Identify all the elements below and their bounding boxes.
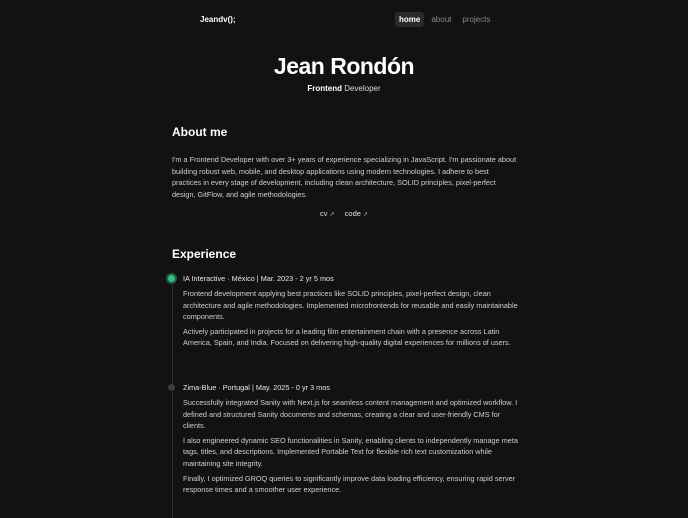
- hero-role-rest: Developer: [341, 84, 381, 93]
- job-paragraph: Actively participated in projects for a leading film entertainment chain with a presence across Latin America, Spain, and India. Focused on delivering high-quality digital experiences for millions of users.: [183, 326, 511, 348]
- code-link-label: code: [344, 209, 361, 218]
- hero-role: [0, 84, 688, 93]
- job-entry: [183, 274, 519, 352]
- nav-link-about[interactable]: about: [431, 15, 452, 24]
- job-paragraph: Successfully integrated Sanity with Next.js for seamless content management and optimized workflow. I defined and structured Sanity documents and schemas, creating a clear and user-friendly CMS for clients.: [183, 398, 518, 431]
- job-header: Zima-Blue · Portugal | May. 2025 - 0 yr 3 mos: [183, 383, 330, 392]
- job-paragraph: Frontend development applying best practices like SOLID principles, pixel-perfect design, clean architecture and agile methodologies. Implemented microfrontends for reusable and easily maintainable components.: [183, 289, 518, 322]
- top-nav: [0, 0, 688, 40]
- job-entry: [183, 383, 519, 499]
- nav-link-projects[interactable]: projects: [462, 15, 491, 24]
- cv-link-label: cv: [319, 209, 328, 218]
- job-paragraph: Finally, I optimized GROQ queries to significantly improve data loading efficiency, ensuring rapid server response times and a smoother user experience.: [183, 473, 516, 495]
- job-paragraph: I also engineered dynamic SEO functionalities in Sanity, enabling clients to independently manage meta tags, titles, and descriptions. Implemented Portable Text for flexible rich text customization while maintaining site integrity.: [183, 435, 518, 468]
- timeline-dot-past: [168, 384, 175, 391]
- nav-links: [395, 12, 494, 27]
- timeline-line: [172, 278, 173, 518]
- cv-link[interactable]: [320, 209, 335, 218]
- site-logo[interactable]: Jeandv();: [200, 15, 236, 24]
- arrow-up-right-icon: ↗: [329, 212, 335, 218]
- hero-name: Jean Rondón: [273, 53, 415, 79]
- about-text: I'm a Frontend Developer with over 3+ years of experience specializing in JavaScript. I'm passionate about building robust web, mobile, and desktop applications using modern technologies. I adhere to best practices in every stage of development, including clean architecture, SOLID principles, pixel-perfect design, GitFlow, and agile methodologies.: [172, 155, 517, 199]
- code-link[interactable]: [345, 209, 368, 218]
- job-header: IA Interactive · México | Mar. 2023 - 2 yr 5 mos: [183, 274, 334, 283]
- hero: [0, 52, 688, 93]
- nav-link-home[interactable]: home: [395, 12, 424, 27]
- hero-role-bold: Frontend: [307, 84, 342, 93]
- about-links: [0, 209, 688, 218]
- about-title: About me: [172, 125, 228, 139]
- experience-title: Experience: [172, 247, 237, 261]
- timeline-dot-current: [168, 275, 175, 282]
- arrow-up-right-icon: ↗: [363, 212, 369, 218]
